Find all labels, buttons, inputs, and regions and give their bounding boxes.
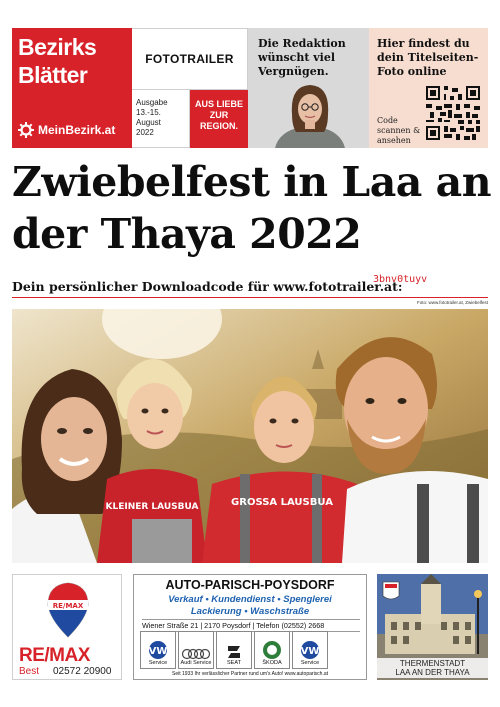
- brand-label-vw-nutz: Service: [300, 660, 320, 666]
- laa-caption-2: LAA AN DER THAYA: [395, 668, 470, 677]
- download-code[interactable]: 3bnv0tuyv: [373, 274, 428, 285]
- laa-caption: [377, 658, 488, 678]
- svg-text:VW: VW: [300, 646, 320, 657]
- issue-info: [132, 90, 190, 148]
- section-title-box: [132, 28, 248, 90]
- editor-portrait: [270, 76, 350, 148]
- remax-brand: RE/MAX: [19, 645, 90, 666]
- bezirksblaetter-logo[interactable]: [12, 28, 132, 148]
- slogan: AUS LIEBE ZUR REGION.: [194, 99, 243, 131]
- family-photo: [12, 309, 488, 563]
- seat-logo: [216, 631, 252, 669]
- vw-icon: [148, 640, 168, 660]
- auto-parisch-ad[interactable]: [133, 574, 367, 680]
- qr-box[interactable]: [369, 28, 488, 148]
- logo-line-1: Bezirks: [18, 34, 97, 60]
- seat-icon: [225, 644, 243, 660]
- remax-phone: 02572 20900: [53, 666, 112, 677]
- download-text: Dein persönlicher Downloadcode für www.fototrailer.at:: [12, 279, 403, 294]
- qr-code-icon[interactable]: [426, 86, 480, 140]
- redaktion-text: Die Redaktion wünscht viel Vergnügen.: [258, 37, 346, 78]
- remax-ad[interactable]: [12, 574, 122, 680]
- auto-name: AUTO-PARISCH-POYSDORF: [165, 578, 335, 592]
- balloon-icon: [46, 581, 90, 639]
- brand-label-skoda: ŠKODA: [262, 660, 282, 666]
- issue-year: 2022: [136, 128, 154, 137]
- svg-text:VW: VW: [148, 646, 168, 657]
- shirt-left-text: KLEINER LAUSBUA: [105, 502, 199, 512]
- brand-label-vw: Service: [148, 660, 168, 666]
- slogan-box: [190, 90, 248, 148]
- skoda-logo: [254, 631, 290, 669]
- laa-caption-1: THERMENSTADT: [399, 659, 466, 668]
- section-title: FOTOTRAILER: [145, 52, 234, 66]
- audi-service-logo: [178, 631, 214, 669]
- qr-hint: Code scannen & ansehen: [377, 116, 421, 145]
- issue-dates: 13.-15. August: [136, 108, 161, 127]
- shirt-right-text: GROSSA LAUSBUA: [231, 497, 333, 508]
- svg-text:RE/MAX: RE/MAX: [52, 602, 84, 610]
- skoda-icon: [262, 640, 282, 660]
- brand-label-audi: Audi Service: [180, 660, 212, 666]
- brand-label-seat: SEAT: [227, 660, 241, 666]
- photo-credit: Foto: www.fototrailer.at, Zwiebelfest: [416, 300, 488, 305]
- auto-services: [134, 594, 366, 618]
- titelseiten-text: Hier findest du dein Titelseiten-Foto online: [377, 37, 479, 78]
- redaktion-box: [248, 28, 369, 148]
- sun-icon: [18, 122, 34, 138]
- laa-thermenstadt-ad[interactable]: [377, 574, 488, 680]
- auto-services-1: Verkauf • Kundendienst • Spenglerei: [168, 594, 332, 605]
- auto-address: Wiener Straße 21 | 2170 Poysdorf | Telefon (02552) 2668: [142, 619, 360, 632]
- brand-logos: [140, 631, 328, 669]
- auto-footer: Seit 1933 Ihr verlässlicher Partner rund um's Auto! www.autoparisch.at: [171, 671, 329, 677]
- vw-service-logo: [140, 631, 176, 669]
- headline: Zwiebelfest in Laa an der Thaya 2022: [12, 158, 491, 258]
- cover-photo: [12, 309, 488, 563]
- audi-rings-icon: [181, 648, 211, 660]
- meinbezirk-brand: [18, 122, 115, 138]
- issue-label: Ausgabe: [136, 98, 168, 107]
- remax-best: Best: [19, 666, 40, 677]
- vw-nutzfahrzeuge-logo: [292, 631, 328, 669]
- vw-nutzfahrzeuge-icon: [300, 640, 320, 660]
- divider-rule: [12, 297, 488, 298]
- auto-services-2: Lackierung • Waschstraße: [190, 606, 310, 617]
- meinbezirk-label: MeinBezirk.at: [38, 123, 116, 137]
- logo-line-2: Blätter: [18, 62, 88, 88]
